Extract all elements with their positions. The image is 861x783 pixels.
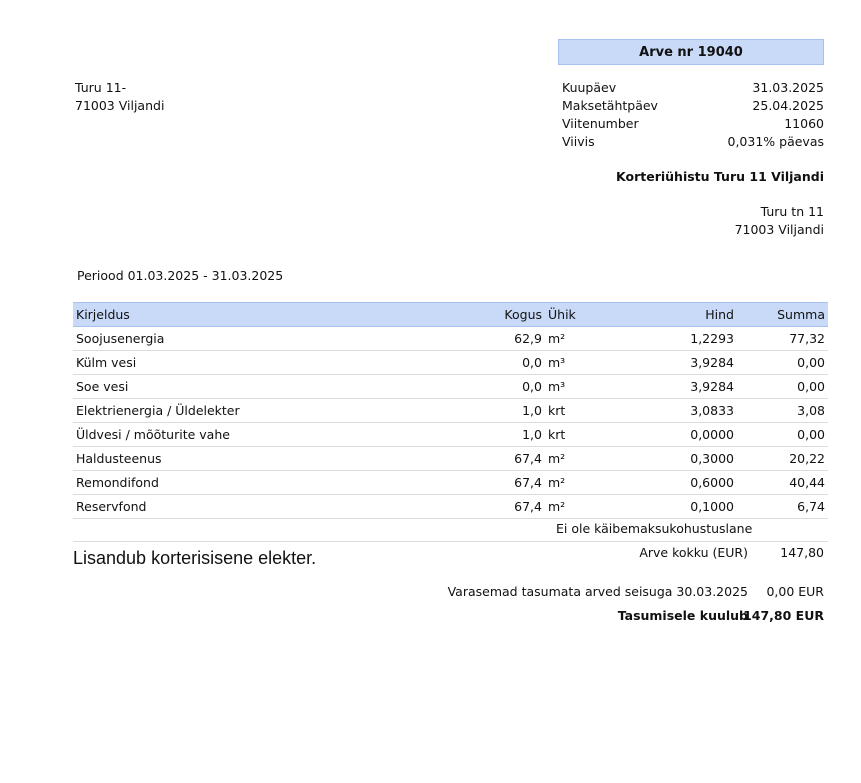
invoice-title: Arve nr 19040 bbox=[558, 39, 824, 65]
table-row bbox=[73, 423, 828, 447]
previous-debt-label: Varasemad tasumata arved seisuga 30.03.2025 bbox=[447, 584, 748, 599]
due-date-label: Maksetähtpäev bbox=[562, 98, 658, 113]
total-value: 147,80 bbox=[780, 545, 824, 560]
item-quantity: 1,0 bbox=[469, 423, 545, 447]
item-sum: 0,00 bbox=[737, 423, 828, 447]
item-description: Külm vesi bbox=[73, 351, 469, 375]
table-row bbox=[73, 471, 828, 495]
table-row bbox=[73, 375, 828, 399]
item-unit: m³ bbox=[545, 351, 601, 375]
table-row bbox=[73, 495, 828, 519]
penalty-value: 0,031% päevas bbox=[727, 134, 824, 149]
amount-due-value: 147,80 EUR bbox=[743, 608, 824, 623]
item-price: 0,1000 bbox=[601, 495, 737, 519]
invoice-items-table bbox=[73, 302, 828, 519]
billing-period: Periood 01.03.2025 - 31.03.2025 bbox=[77, 268, 284, 283]
item-unit: m² bbox=[545, 327, 601, 351]
item-description: Reservfond bbox=[73, 495, 469, 519]
header-unit: Ühik bbox=[545, 303, 601, 327]
item-price: 0,3000 bbox=[601, 447, 737, 471]
item-description: Haldusteenus bbox=[73, 447, 469, 471]
item-sum: 0,00 bbox=[737, 351, 828, 375]
penalty-label: Viivis bbox=[562, 134, 595, 149]
item-sum: 6,74 bbox=[737, 495, 828, 519]
vat-note: Ei ole käibemaksukohustuslane bbox=[556, 521, 753, 536]
header-sum: Summa bbox=[737, 303, 828, 327]
header-quantity: Kogus bbox=[469, 303, 545, 327]
item-price: 3,0833 bbox=[601, 399, 737, 423]
item-quantity: 67,4 bbox=[469, 447, 545, 471]
reference-value: 11060 bbox=[784, 116, 824, 131]
table-row bbox=[73, 447, 828, 471]
item-description: Elektrienergia / Üldelekter bbox=[73, 399, 469, 423]
table-row bbox=[73, 351, 828, 375]
item-price: 3,9284 bbox=[601, 375, 737, 399]
extra-note: Lisandub korterisisene elekter. bbox=[73, 548, 317, 568]
total-label: Arve kokku (EUR) bbox=[639, 545, 748, 560]
item-description: Soojusenergia bbox=[73, 327, 469, 351]
header-price: Hind bbox=[601, 303, 737, 327]
item-quantity: 0,0 bbox=[469, 351, 545, 375]
item-sum: 40,44 bbox=[737, 471, 828, 495]
divider bbox=[73, 541, 828, 542]
item-description: Soe vesi bbox=[73, 375, 469, 399]
item-sum: 20,22 bbox=[737, 447, 828, 471]
item-unit: m² bbox=[545, 471, 601, 495]
item-price: 3,9284 bbox=[601, 351, 737, 375]
item-unit: m³ bbox=[545, 375, 601, 399]
item-sum: 0,00 bbox=[737, 375, 828, 399]
item-quantity: 67,4 bbox=[469, 495, 545, 519]
item-quantity: 67,4 bbox=[469, 471, 545, 495]
item-description: Üldvesi / mõõturite vahe bbox=[73, 423, 469, 447]
item-sum: 77,32 bbox=[737, 327, 828, 351]
item-unit: m² bbox=[545, 447, 601, 471]
recipient-address-line2: 71003 Viljandi bbox=[75, 98, 165, 113]
amount-due-label: Tasumisele kuulub bbox=[617, 608, 748, 623]
issuer-name: Korteriühistu Turu 11 Viljandi bbox=[616, 169, 824, 184]
item-price: 1,2293 bbox=[601, 327, 737, 351]
issuer-address-line1: Turu tn 11 bbox=[760, 204, 824, 219]
table-row bbox=[73, 327, 828, 351]
item-quantity: 62,9 bbox=[469, 327, 545, 351]
date-label: Kuupäev bbox=[562, 80, 617, 95]
due-date-value: 25.04.2025 bbox=[752, 98, 824, 113]
item-unit: krt bbox=[545, 423, 601, 447]
item-quantity: 0,0 bbox=[469, 375, 545, 399]
item-unit: m² bbox=[545, 495, 601, 519]
recipient-address-line1: Turu 11- bbox=[75, 80, 127, 95]
table-header-row bbox=[73, 303, 828, 327]
reference-label: Viitenumber bbox=[562, 116, 639, 131]
item-price: 0,6000 bbox=[601, 471, 737, 495]
table-row bbox=[73, 399, 828, 423]
item-sum: 3,08 bbox=[737, 399, 828, 423]
header-description: Kirjeldus bbox=[73, 303, 469, 327]
item-description: Remondifond bbox=[73, 471, 469, 495]
item-unit: krt bbox=[545, 399, 601, 423]
issuer-address-line2: 71003 Viljandi bbox=[734, 222, 824, 237]
item-quantity: 1,0 bbox=[469, 399, 545, 423]
previous-debt-value: 0,00 EUR bbox=[766, 584, 824, 599]
item-price: 0,0000 bbox=[601, 423, 737, 447]
date-value: 31.03.2025 bbox=[752, 80, 824, 95]
